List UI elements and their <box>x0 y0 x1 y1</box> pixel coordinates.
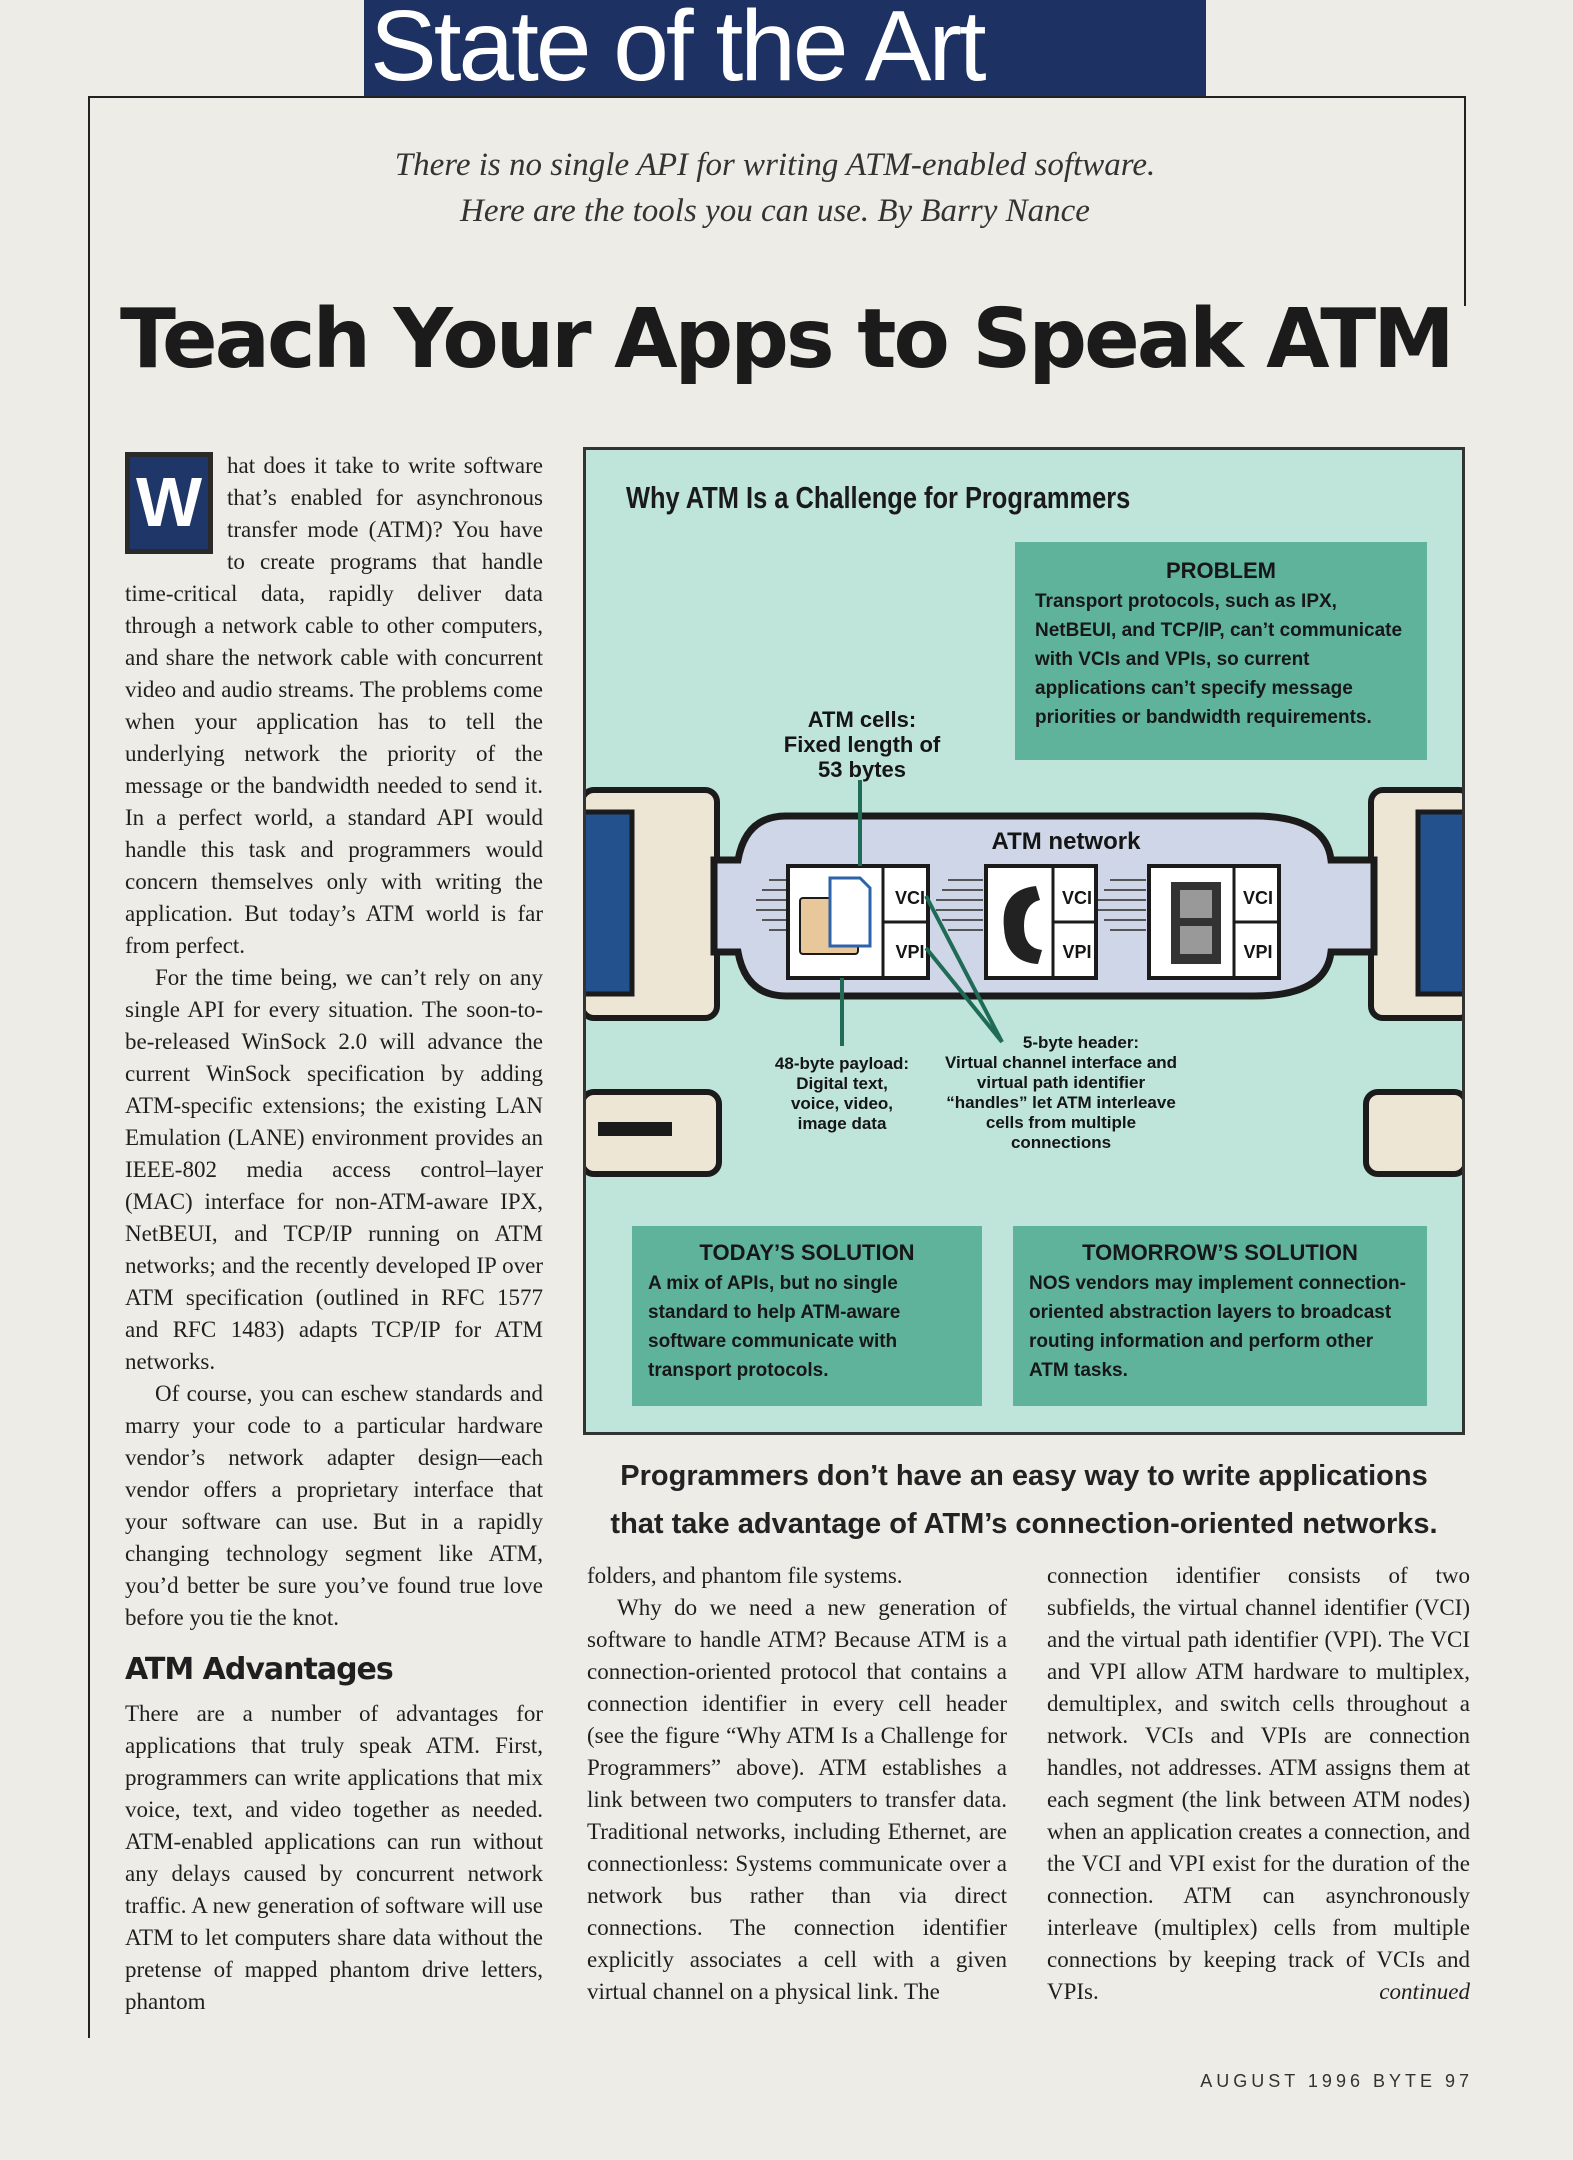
header-label <box>926 1033 1196 1153</box>
figure-title: Why ATM Is a Challenge for Programmers <box>626 480 1131 515</box>
tomorrow-text: NOS vendors may implement connection-oriented abstraction layers to broadcast routing information and perform other ATM tasks. <box>1029 1273 1406 1381</box>
paragraph-5-continued <box>1047 1560 1470 2008</box>
today-solution-panel <box>632 1226 982 1406</box>
document-icon <box>830 878 870 946</box>
paragraph-3: Of course, you can eschew standards and marry your code to a particular hardware vendor’s network adapter design—each vendor offers a proprietary interface that your software can use. But in a rapidly changing technology segment like ATM, you’d better be sure you’ve found true love before you tie the knot. <box>125 1381 543 1630</box>
payload-line-4: image data <box>797 1114 887 1133</box>
article-column-3 <box>1047 1560 1470 2008</box>
article-column-2 <box>587 1560 1007 2008</box>
problem-heading: PROBLEM <box>1166 558 1276 583</box>
right-computer-icon <box>1366 790 1462 1174</box>
atm-cells-line-1: ATM cells: <box>807 707 917 732</box>
frame-rule-right <box>1464 96 1466 306</box>
paragraph-1-text: hat does it take to write software that’s enabled for asynchronous transfer mode (ATM)? You have to create programs that handle time-critical data, rapidly deliver data through a network cable to other computers, and share the network cable with concurrent video and audio streams. The problems come when your application has to tell the underlying network the priority of the message or the bandwidth needed to send it. In a perfect world, a standard API would handle this task and programmers would concern themselves only with writing the application. But today’s ATM world is far from perfect. <box>125 453 543 958</box>
frame-rule-left <box>88 96 90 2038</box>
header-line-6: connections <box>1010 1133 1112 1152</box>
paragraph-4-continued: folders, and phantom file systems. <box>587 1563 903 1588</box>
cell3-vci-label: VCI <box>1242 888 1273 908</box>
header-line-4: “handles” let ATM interleave <box>946 1093 1176 1112</box>
payload-line-2: Digital text, <box>796 1074 888 1093</box>
figure-caption <box>583 1452 1465 1548</box>
paragraph-1 <box>125 450 543 962</box>
paragraph-5: Why do we need a new generation of software to handle ATM? Because ATM is a connection-oriented protocol that contains a connection identifier in every cell header (see the figure “Why ATM Is a Challenge for Programmers” above). ATM establishes a link between two computers to transfer data. Traditional networks, including Ethernet, are connectionless: Systems communicate over a network bus rather than via direct connections. The connection identifier explicitly associates a cell with a given virtual channel on a physical link. The <box>587 1595 1007 2004</box>
cell2-vpi-label: VPI <box>1062 942 1092 962</box>
header-line-3: virtual path identifier <box>976 1073 1146 1092</box>
continued-marker: continued <box>1379 1979 1470 2004</box>
payload-label <box>769 1054 915 1134</box>
atm-network-label: ATM network <box>991 828 1141 855</box>
caption-line-2: that take advantage of ATM’s connection-oriented networks. <box>610 1508 1438 1540</box>
payload-line-3: voice, video, <box>790 1094 894 1113</box>
cell1-vci-label: VCI <box>894 888 925 908</box>
tomorrow-solution-panel <box>1013 1226 1427 1406</box>
payload-line-1: 48-byte payload: <box>774 1054 910 1073</box>
cell3-vpi-label: VPI <box>1243 942 1273 962</box>
drop-cap: W <box>125 452 213 554</box>
today-text: A mix of APIs, but no single standard to help ATM-aware software communicate with transport protocols. <box>648 1273 901 1381</box>
cell1-vpi-label: VPI <box>895 942 925 962</box>
left-computer-icon <box>586 790 719 1174</box>
header-line-5: cells from multiple <box>985 1113 1137 1132</box>
masthead-banner <box>364 0 1206 96</box>
atm-figure <box>583 447 1465 1435</box>
headline: Teach Your Apps to Speak ATM <box>120 292 1452 387</box>
caption-line-1: Programmers don’t have an easy way to write applications <box>620 1460 1428 1492</box>
atm-cells-line-2: Fixed length of <box>783 732 941 757</box>
section-subhead: ATM Advantages <box>125 1652 393 1687</box>
problem-text: Transport protocols, such as IPX, NetBEUI, and TCP/IP, can’t communicate with VCIs and VPIs, so current applications can’t specify message priorities or bandwidth requirements. <box>1035 591 1403 728</box>
paragraph-2: For the time being, we can’t rely on any single API for every situation. The soon-to-be-released WinSock 2.0 will advance the current WinSock specification by adding ATM-specific extensions; the existing LAN Emulation (LANE) environment provides an IEEE-802 media access control–layer (MAC) interface for non-ATM-aware IPX, NetBEUI, and TCP/IP running on ATM networks; and the recently developed IP over ATM specification (outlined in RFC 1577 and RFC 1483) adapts TCP/IP for ATM networks. <box>125 965 543 1374</box>
paragraph-4: There are a number of advantages for applications that truly speak ATM. First, programmers can write applications that mix voice, text, and video together as needed. ATM-enabled applications can run without any delays caused by concurrent network traffic. A new generation of software will use ATM to let computers share data without the pretense of mapped phantom drive letters, phantom <box>125 1701 543 2014</box>
atm-cells-line-3: 53 bytes <box>817 757 907 782</box>
tomorrow-heading: TOMORROW’S SOLUTION <box>1082 1240 1358 1265</box>
frame-rule-top <box>88 96 1466 98</box>
page-folio: AUGUST 1996 BYTE 97 <box>1200 2071 1473 2091</box>
header-line-2: Virtual channel interface and <box>944 1053 1178 1072</box>
deck-line-1: There is no single API for writing ATM-enabled software. <box>394 147 1156 183</box>
deck-line-2: Here are the tools you can use. By Barry Nance <box>460 193 1090 229</box>
header-line-1: 5-byte header: <box>1022 1033 1140 1052</box>
paragraph-5-continued-text: connection identifier consists of two subfields, the virtual channel identifier (VCI) and the virtual path identifier (VPI). The VCI and VPI allow ATM hardware to multiplex, demultiplex, and switch cells throughout a network. VCIs and VPIs are connection handles, not addresses. ATM assigns them at each segment (the link between ATM nodes) when an application creates a connection, and the VCI and VPI exist for the duration of the connection. ATM can asynchronously interleave (multiplex) cells from multiple connections by keeping track of VCIs and VPIs. <box>1047 1563 1470 2004</box>
cell2-vci-label: VCI <box>1061 888 1092 908</box>
masthead-title: State of the Art <box>370 0 984 96</box>
deck <box>200 142 1350 234</box>
today-heading: TODAY’S SOLUTION <box>699 1240 915 1265</box>
atm-cells-label <box>782 707 942 782</box>
article-column-1 <box>125 450 543 2018</box>
